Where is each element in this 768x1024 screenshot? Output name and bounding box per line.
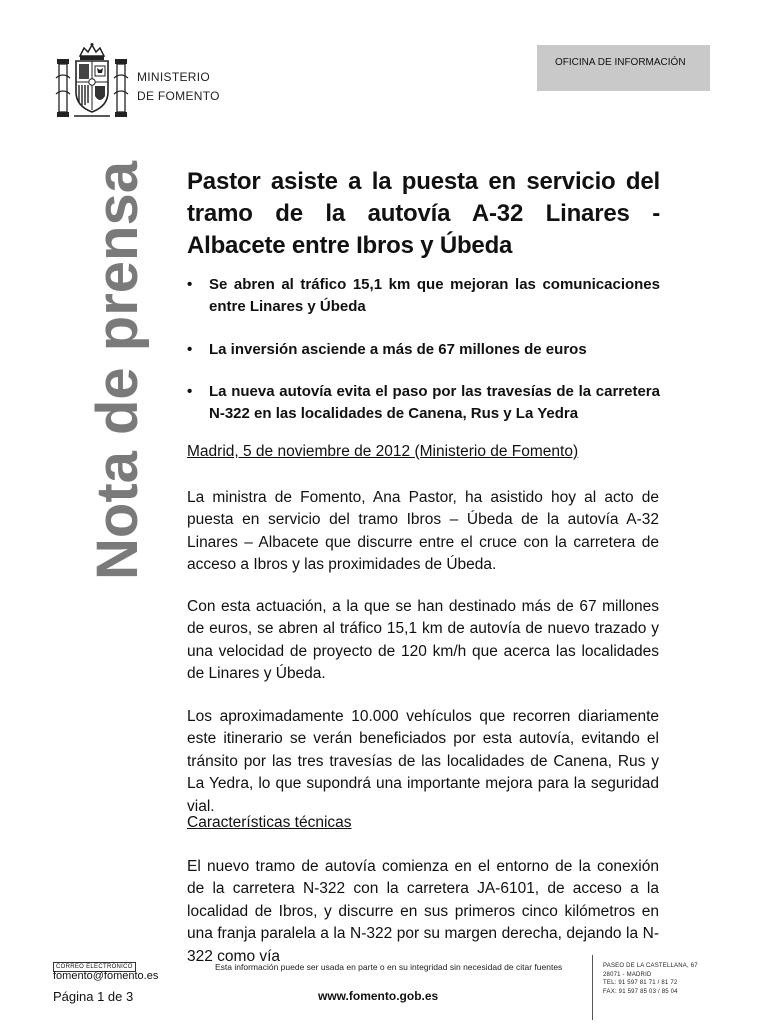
page-number: Página 1 de 3	[53, 989, 134, 1004]
bullet-text: Se abren al tráfico 15,1 km que mejoran las comunicaciones entre Linares y Úbeda	[209, 276, 660, 315]
ministry-name-line-1: MINISTERIO	[137, 70, 211, 84]
headline: Pastor asiste a la puesta en servicio del tramo de la autovía A-32 Linares -Albacete entre Ibros y Úbeda	[187, 168, 660, 259]
address-line: TEL: 91 597 81 71 / 81 72	[603, 980, 678, 986]
body-paragraph: La ministra de Fomento, Ana Pastor, ha asistido hoy al acto de puesta en servicio del tramo Ibros – Úbeda de la autovía A-32 Linares – Albacete que discurre entre el cruce con la carretera de acceso a Ibros y las proximidades de Úbeda.	[187, 489, 659, 574]
postal-address	[603, 962, 698, 996]
usage-notice: Esta información puede ser usada en parte o en su integridad sin necesidad de citar fuentes	[215, 962, 563, 972]
email-link[interactable]: fomento@fomento.es	[53, 970, 159, 982]
bullet-text: La nueva autovía evita el paso por las travesías de la carretera N-322 en las localidades de Canena, Rus y La Yedra	[209, 383, 660, 422]
body-paragraph: Los aproximadamente 10.000 vehículos que recorren diariamente este itinerario se verán beneficiados por esta autovía, evitando el tránsito por las tres travesías de las localidades de Canena, Rus y La Yedra, lo que supondrá una importante mejora para la seguridad vial.	[187, 708, 659, 815]
bullet-marker: •	[187, 383, 193, 400]
address-line: PASEO DE LA CASTELLANA, 67	[603, 963, 698, 969]
body-paragraph: Con esta actuación, a la que se han destinado más de 67 millones de euros, se abren al tráfico 15,1 km de autovía de nuevo trazado y una velocidad de proyecto de 120 km/h que acerca las localidades de Linares y Úbeda.	[187, 598, 659, 683]
side-title: Nota de prensa	[85, 161, 150, 580]
footer-divider	[592, 955, 593, 1020]
email-label: CORREO ELECTRÓNICO	[53, 962, 136, 972]
address-line: 28071 - MADRID	[603, 971, 652, 978]
bullet-item	[187, 339, 660, 361]
coat-of-arms-icon	[54, 42, 130, 124]
website-link[interactable]: www.fomento.gob.es	[318, 989, 439, 1003]
bullet-item	[187, 381, 660, 425]
bullet-item	[187, 274, 660, 318]
bullet-text: La inversión asciende a más de 67 millones de euros	[209, 341, 587, 358]
section-subheading: Características técnicas	[187, 814, 352, 831]
bullet-marker: •	[187, 341, 193, 358]
body-paragraph: El nuevo tramo de autovía comienza en el entorno de la conexión de la carretera N-322 con la carretera JA-6101, de acceso a la localidad de Ibros, y discurre en sus primeros cinco kilómetros en una franja paralela a la N-322 por su margen derecha, dejando la N-322 como vía	[187, 858, 659, 965]
address-line: FAX: 91 597 85 03 / 85 04	[603, 988, 678, 995]
bullet-marker: •	[187, 276, 193, 293]
summary-bullet-list	[187, 274, 660, 434]
dateline: Madrid, 5 de noviembre de 2012 (Ministerio de Fomento)	[187, 443, 579, 460]
office-label: OFICINA DE INFORMACIÓN	[555, 57, 686, 68]
ministry-name-line-2: DE FOMENTO	[137, 89, 220, 103]
office-label-box	[537, 45, 710, 91]
